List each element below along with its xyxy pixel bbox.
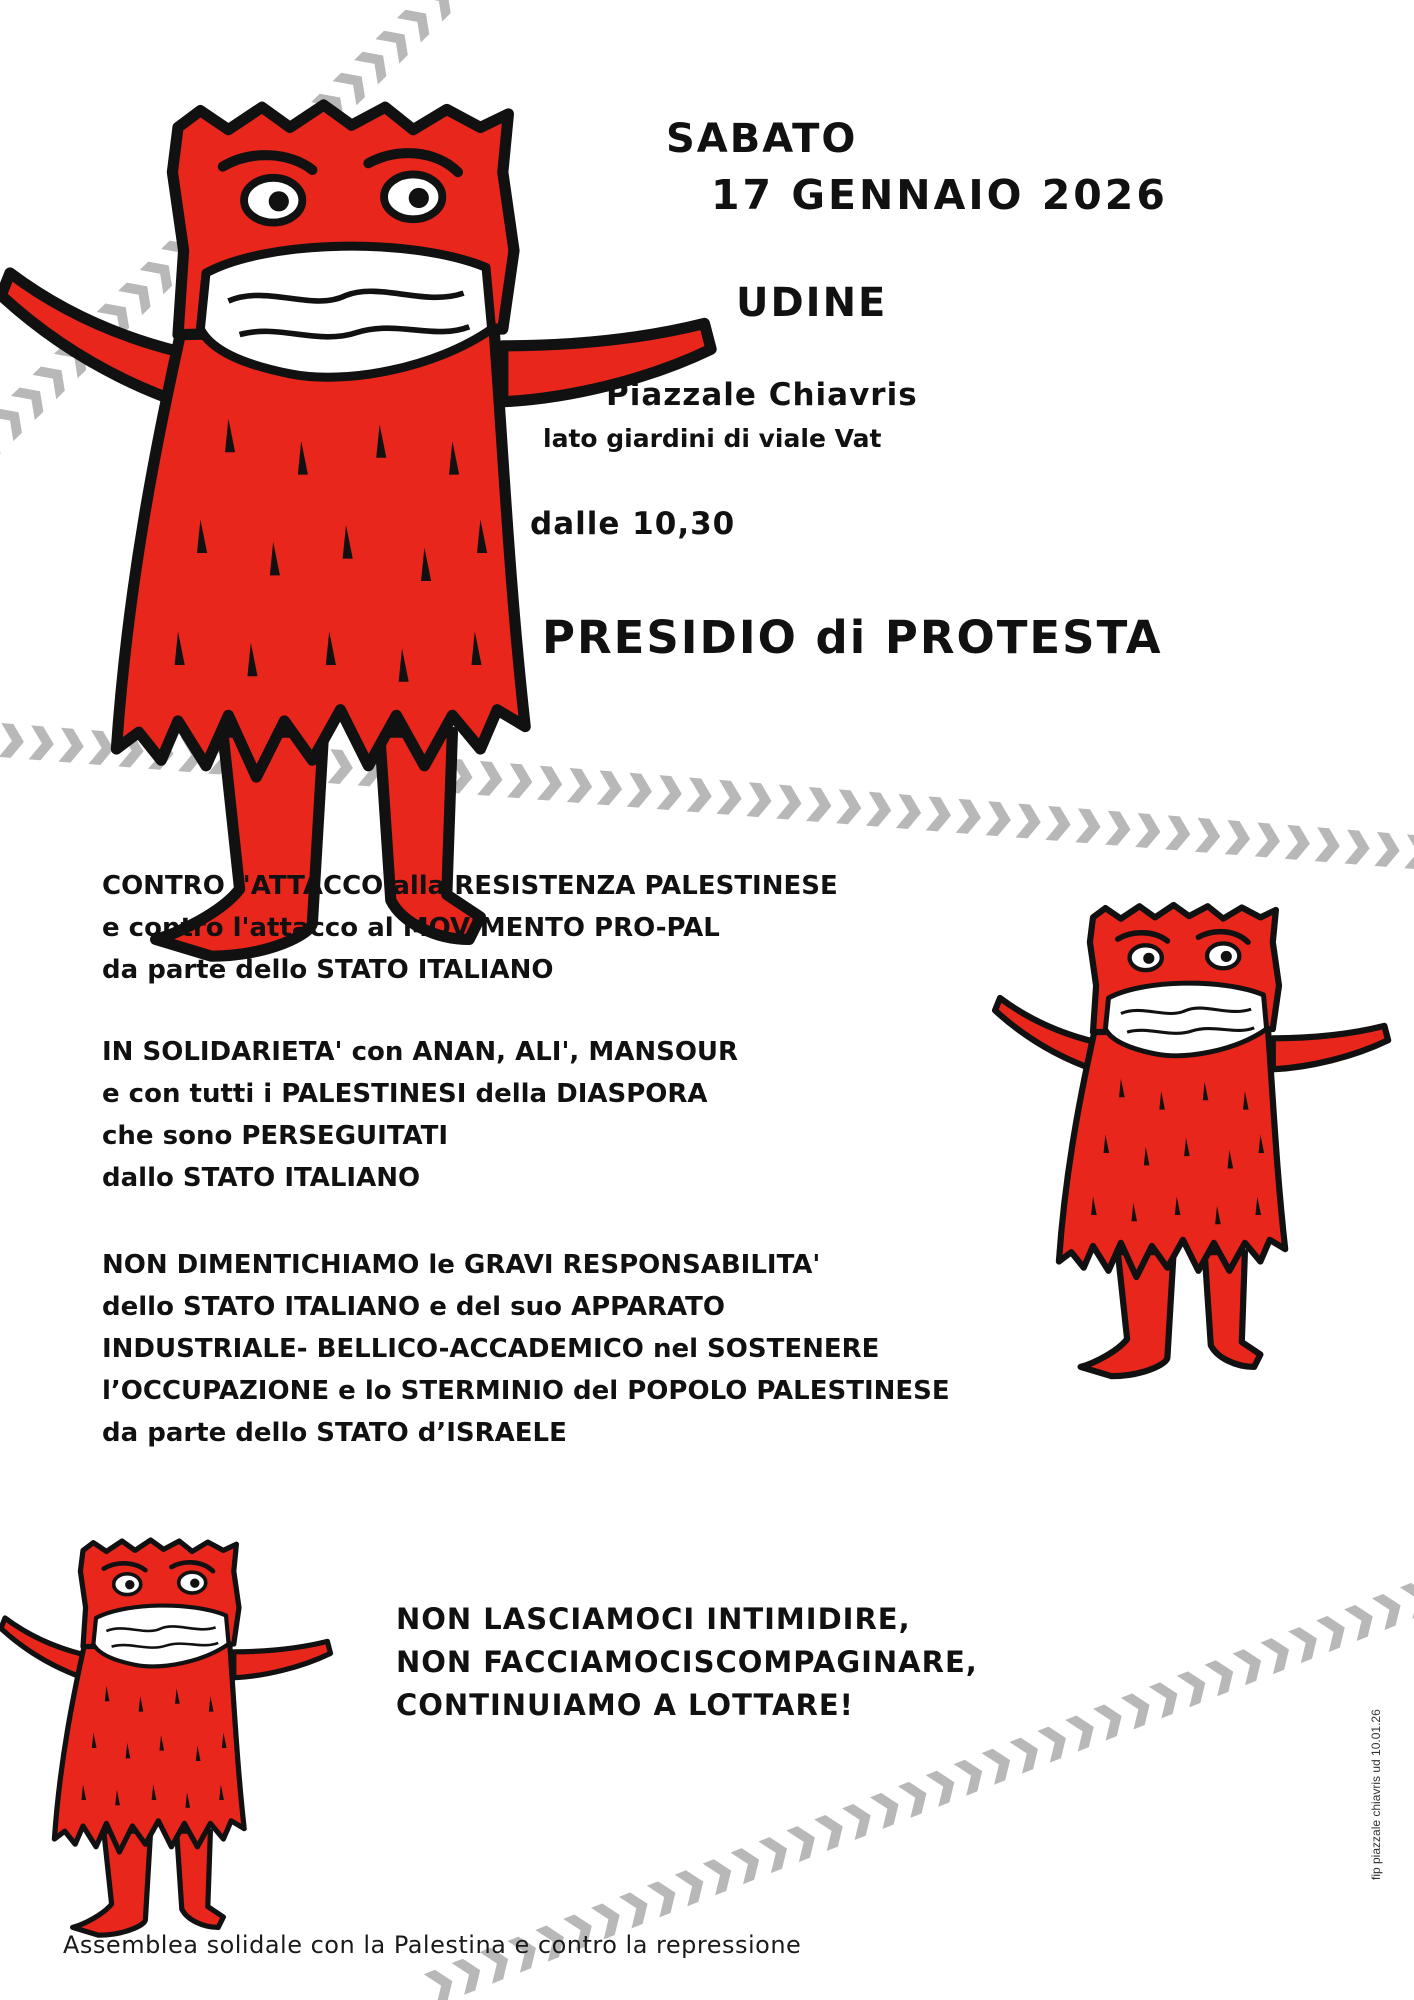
statement-line: che sono PERSEGUITATI <box>102 1121 449 1151</box>
statement-line: INDUSTRIALE- BELLICO-ACCADEMICO nel SOSTENERE <box>102 1334 880 1364</box>
statement-line: dallo STATO ITALIANO <box>102 1163 421 1193</box>
event-day: SABATO <box>666 116 858 162</box>
red-monster-figure-icon <box>995 905 1388 1376</box>
statement-line: da parte dello STATO ITALIANO <box>102 955 554 985</box>
event-title: PRESIDIO di PROTESTA <box>542 611 1163 664</box>
red-monster-figure-icon <box>1 1540 331 1935</box>
event-place-detail: lato giardini di viale Vat <box>543 424 882 453</box>
statement-block-3 <box>102 1244 950 1454</box>
event-place: Piazzale Chiavris <box>606 377 918 413</box>
statement-line: CONTRO l'ATTACCO alla RESISTENZA PALESTINESE <box>102 871 838 901</box>
statement-line: l’OCCUPAZIONE e lo STERMINIO del POPOLO PALESTINESE <box>102 1376 950 1406</box>
footer-organizer: Assemblea solidale con la Palestina e contro la repressione <box>63 1931 802 1959</box>
statement-line: IN SOLIDARIETA' con ANAN, ALI', MANSOUR <box>102 1037 739 1067</box>
statement-line: da parte dello STATO d’ISRAELE <box>102 1418 567 1448</box>
statement-line: NON DIMENTICHIAMO le GRAVI RESPONSABILITA' <box>102 1250 821 1280</box>
event-city: UDINE <box>736 280 888 326</box>
event-time: dalle 10,30 <box>530 506 736 542</box>
print-code: fip piazzale chiavris ud 10.01.26 <box>1369 1709 1383 1880</box>
statement-line: dello STATO ITALIANO e del suo APPARATO <box>102 1292 725 1322</box>
closing-slogan <box>396 1598 978 1727</box>
statement-line: e con tutti i PALESTINESI della DIASPORA <box>102 1079 708 1109</box>
slogan-line: NON FACCIAMOCISCOMPAGINARE, <box>396 1645 978 1679</box>
statement-block-2 <box>102 1031 738 1199</box>
slogan-line: CONTINUIAMO A LOTTARE! <box>396 1688 854 1722</box>
event-date: 17 GENNAIO 2026 <box>711 171 1168 219</box>
statement-line: e contro l'attacco al MOVIMENTO PRO-PAL <box>102 913 720 943</box>
statement-block-1 <box>102 865 838 991</box>
slogan-line: NON LASCIAMOCI INTIMIDIRE, <box>396 1602 911 1636</box>
